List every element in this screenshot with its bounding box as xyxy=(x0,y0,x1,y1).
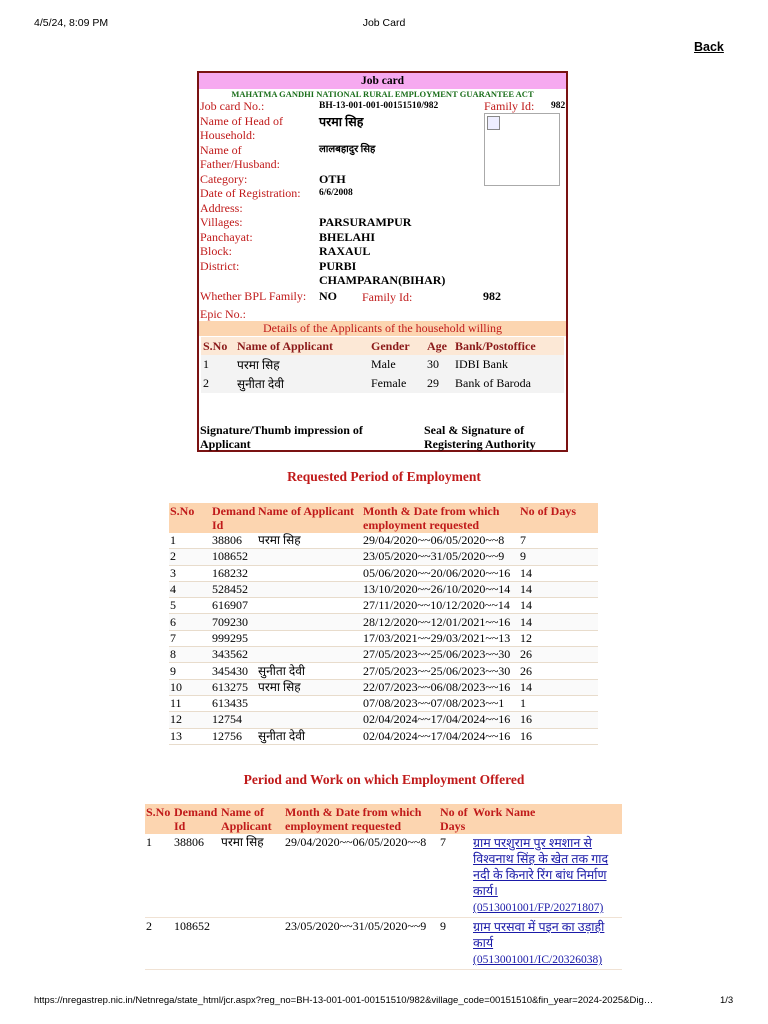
father-label: Name of Father/Husband: xyxy=(200,143,280,171)
col-days: No of Days xyxy=(519,503,598,533)
cell-name: सुनीता देवी xyxy=(257,663,362,679)
cell-period: 27/05/2023~~25/06/2023~~30 xyxy=(362,647,519,663)
cell-sno: 1 xyxy=(169,533,211,549)
col-sno: S.No xyxy=(169,503,211,533)
cell-sno: 7 xyxy=(169,630,211,646)
cell-sno: 9 xyxy=(169,663,211,679)
requested-row xyxy=(169,663,598,679)
cell-days: 16 xyxy=(519,728,598,744)
job-card-no-label: Job card No.: xyxy=(200,99,265,113)
district-value: PURBI CHAMPARAN(BIHAR) xyxy=(319,259,446,287)
cell-demand-id: 38806 xyxy=(211,533,257,549)
block-value: RAXAUL xyxy=(319,244,371,258)
cell-sno: 1 xyxy=(201,355,235,374)
job-card-title: Job card xyxy=(199,73,566,89)
col-period: Month & Date from which employment requested xyxy=(362,503,519,533)
cell-sno: 1 xyxy=(145,834,173,918)
cell-name: परमा सिह xyxy=(257,533,362,549)
cell-period: 27/05/2023~~25/06/2023~~30 xyxy=(362,663,519,679)
cell-sno: 13 xyxy=(169,728,211,744)
cell-period: 27/11/2020~~10/12/2020~~14 xyxy=(362,598,519,614)
requested-row xyxy=(169,679,598,695)
head-value: परमा सिह xyxy=(319,115,364,129)
cell-period: 02/04/2024~~17/04/2024~~16 xyxy=(362,728,519,744)
col-name: Name of Applicant xyxy=(220,804,284,834)
registration-value: 6/6/2008 xyxy=(319,188,353,198)
cell-days: 26 xyxy=(519,663,598,679)
work-code-link[interactable]: (0513001001/FP/20271807) xyxy=(473,902,604,914)
cell-demand-id: 999295 xyxy=(211,630,257,646)
father-value: लालबहादुर सिह xyxy=(319,144,376,155)
cell-days: 9 xyxy=(439,918,472,970)
cell-sno: 4 xyxy=(169,581,211,597)
cell-gender: Male xyxy=(369,355,425,374)
col-sno: S.No xyxy=(145,804,173,834)
cell-name xyxy=(220,918,284,970)
cell-bank: IDBI Bank xyxy=(453,355,564,374)
print-page-title: Job Card xyxy=(362,17,406,29)
requested-row xyxy=(169,728,598,744)
family-id-value: 982 xyxy=(551,101,566,111)
cell-name: सुनीता देवी xyxy=(257,728,362,744)
cell-demand-id: 528452 xyxy=(211,581,257,597)
villages-value: PARSURAMPUR xyxy=(319,215,412,229)
cell-name xyxy=(257,695,362,711)
cell-demand-id: 616907 xyxy=(211,598,257,614)
col-bank: Bank/Postoffice xyxy=(453,337,564,355)
cell-demand-id: 613435 xyxy=(211,695,257,711)
cell-days: 14 xyxy=(519,581,598,597)
cell-demand-id: 38806 xyxy=(173,834,220,918)
cell-sno: 12 xyxy=(169,712,211,728)
cell-period: 17/03/2021~~29/03/2021~~13 xyxy=(362,630,519,646)
requested-row xyxy=(169,565,598,581)
offered-row xyxy=(145,834,622,918)
panchayat-label: Panchayat: xyxy=(200,230,253,244)
category-value: OTH xyxy=(319,172,346,186)
cell-days: 9 xyxy=(519,549,598,565)
cell-demand-id: 345430 xyxy=(211,663,257,679)
print-page-count: 1/3 xyxy=(720,995,734,1006)
cell-name xyxy=(257,549,362,565)
cell-demand-id: 12756 xyxy=(211,728,257,744)
cell-name xyxy=(257,647,362,663)
applicant-photo xyxy=(484,113,560,186)
cell-period: 02/04/2024~~17/04/2024~~16 xyxy=(362,712,519,728)
requested-row xyxy=(169,581,598,597)
cell-period: 05/06/2020~~20/06/2020~~16 xyxy=(362,565,519,581)
offered-row xyxy=(145,918,622,970)
col-name: Name of Applicant xyxy=(235,337,369,355)
cell-demand-id: 108652 xyxy=(173,918,220,970)
job-card-no-value: BH-13-001-001-00151510/982 xyxy=(319,101,439,111)
cell-days: 7 xyxy=(519,533,598,549)
cell-days: 16 xyxy=(519,712,598,728)
col-days: No of Days xyxy=(439,804,472,834)
cell-name: परमा सिह xyxy=(257,679,362,695)
cell-demand-id: 613275 xyxy=(211,679,257,695)
cell-period: 13/10/2020~~26/10/2020~~14 xyxy=(362,581,519,597)
print-date-time: 4/5/24, 8:09 PM xyxy=(34,17,109,29)
col-period: Month & Date from which employment requested xyxy=(284,804,439,834)
cell-period: 29/04/2020~~06/05/2020~~8 xyxy=(284,834,439,918)
cell-days: 26 xyxy=(519,647,598,663)
cell-name xyxy=(257,712,362,728)
registration-label: Date of Registration: xyxy=(200,186,301,200)
cell-days: 7 xyxy=(439,834,472,918)
requested-row xyxy=(169,695,598,711)
head-label: Name of Head of Household: xyxy=(200,114,283,142)
district-label: District: xyxy=(200,259,240,273)
offered-heading: Period and Work on which Employment Offered xyxy=(243,772,525,787)
cell-demand-id: 343562 xyxy=(211,647,257,663)
cell-demand-id: 709230 xyxy=(211,614,257,630)
requested-row xyxy=(169,614,598,630)
cell-name: परमा सिह xyxy=(220,834,284,918)
cell-days: 1 xyxy=(519,695,598,711)
requested-row xyxy=(169,549,598,565)
cell-sno: 5 xyxy=(169,598,211,614)
cell-sno: 6 xyxy=(169,614,211,630)
details-heading: Details of the Applicants of the household willing xyxy=(199,321,566,336)
bpl-label: Whether BPL Family: xyxy=(200,289,307,303)
cell-days: 14 xyxy=(519,598,598,614)
block-label: Block: xyxy=(200,244,232,258)
cell-bank: Bank of Baroda xyxy=(453,374,564,393)
cell-demand-id: 108652 xyxy=(211,549,257,565)
cell-demand-id: 12754 xyxy=(211,712,257,728)
family-id2-value: 982 xyxy=(483,289,501,303)
panchayat-value: BHELAHI xyxy=(319,230,376,244)
col-name: Name of Applicant xyxy=(257,503,362,533)
cell-age: 30 xyxy=(425,355,453,374)
cell-demand-id: 168232 xyxy=(211,565,257,581)
family-id2-label: Family Id: xyxy=(362,290,413,304)
applicant-row xyxy=(201,374,564,393)
cell-name xyxy=(257,581,362,597)
cell-period: 07/08/2023~~07/08/2023~~1 xyxy=(362,695,519,711)
work-name-link[interactable]: ग्राम परशुराम पुर श्मशान से विश्वनाथ सिंह के खेत तक गाद नदी के किनारे रिंग बांध निर्माण कार्य। xyxy=(473,836,609,898)
cell-sno: 2 xyxy=(201,374,235,393)
cell-sno: 2 xyxy=(169,549,211,565)
cell-work-name xyxy=(472,918,622,970)
work-name-link[interactable]: ग्राम परसवा में पइन का उड़ाही कार्य xyxy=(473,920,605,950)
cell-sno: 2 xyxy=(145,918,173,970)
applicant-row xyxy=(201,355,564,374)
broken-image-icon xyxy=(487,116,500,130)
category-label: Category: xyxy=(200,172,248,186)
cell-name: परमा सिह xyxy=(235,355,369,374)
cell-sno: 3 xyxy=(169,565,211,581)
cell-sno: 8 xyxy=(169,647,211,663)
job-card xyxy=(197,71,568,452)
col-sno: S.No xyxy=(201,337,235,355)
cell-period: 22/07/2023~~06/08/2023~~16 xyxy=(362,679,519,695)
requested-row xyxy=(169,630,598,646)
cell-period: 23/05/2020~~31/05/2020~~9 xyxy=(362,549,519,565)
cell-name: सुनीता देवी xyxy=(235,374,369,393)
cell-days: 14 xyxy=(519,614,598,630)
requested-row xyxy=(169,533,598,549)
requested-row xyxy=(169,712,598,728)
requested-row xyxy=(169,647,598,663)
cell-gender: Female xyxy=(369,374,425,393)
family-id-label: Family Id: xyxy=(484,99,535,113)
requested-row xyxy=(169,598,598,614)
cell-days: 14 xyxy=(519,679,598,695)
cell-name xyxy=(257,630,362,646)
col-age: Age xyxy=(425,337,453,355)
print-url: https://nregastrep.nic.in/Netnrega/state_html/jcr.aspx?reg_no=BH-13-001-001-00151510/982&village_code=00151510&fin_year=2024-2025&Dig… xyxy=(34,995,654,1006)
back-link[interactable]: Back xyxy=(694,40,724,54)
address-label: Address: xyxy=(200,201,243,215)
signature-applicant: Signature/Thumb impression of Applicant xyxy=(200,423,363,451)
col-demand-id: Demand Id xyxy=(212,504,256,532)
cell-age: 29 xyxy=(425,374,453,393)
villages-label: Villages: xyxy=(200,215,243,229)
offered-table xyxy=(145,804,622,970)
bpl-value: NO xyxy=(319,289,337,303)
cell-name xyxy=(257,598,362,614)
applicants-table xyxy=(201,337,564,393)
epic-label: Epic No.: xyxy=(200,307,246,321)
act-name: MAHATMA GANDHI NATIONAL RURAL EMPLOYMENT GUARANTEE ACT xyxy=(231,89,534,99)
requested-table xyxy=(169,503,598,745)
cell-name xyxy=(257,565,362,581)
cell-name xyxy=(257,614,362,630)
col-gender: Gender xyxy=(369,337,425,355)
cell-work-name xyxy=(472,834,622,918)
requested-heading: Requested Period of Employment xyxy=(287,469,481,484)
cell-days: 14 xyxy=(519,565,598,581)
signature-authority: Seal & Signature of Registering Authority xyxy=(424,423,536,451)
cell-sno: 11 xyxy=(169,695,211,711)
cell-period: 23/05/2020~~31/05/2020~~9 xyxy=(284,918,439,970)
cell-sno: 10 xyxy=(169,679,211,695)
cell-period: 28/12/2020~~12/01/2021~~16 xyxy=(362,614,519,630)
cell-days: 12 xyxy=(519,630,598,646)
cell-period: 29/04/2020~~06/05/2020~~8 xyxy=(362,533,519,549)
col-work-name: Work Name xyxy=(472,804,622,834)
col-demand-id: Demand Id xyxy=(173,804,220,834)
work-code-link[interactable]: (0513001001/IC/20326038) xyxy=(473,954,603,966)
